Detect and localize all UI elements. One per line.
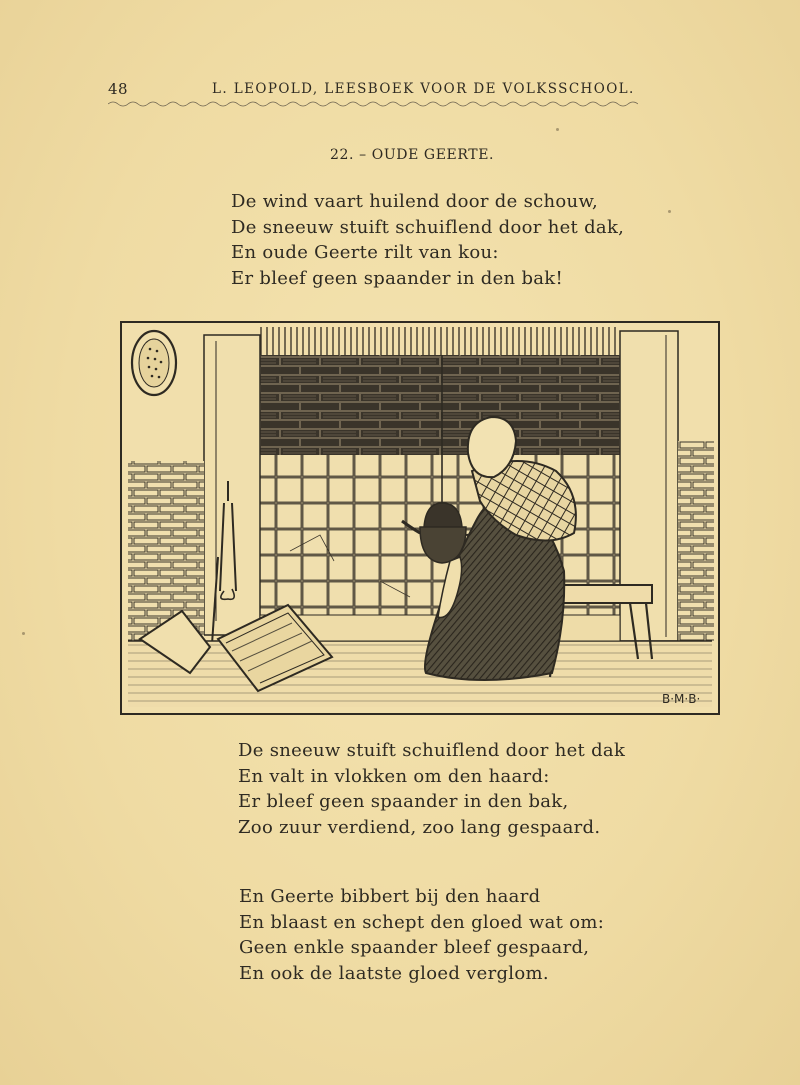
poem-line: De wind vaart huilend door de schouw, (231, 191, 599, 212)
header-rule (108, 99, 638, 109)
stanza-2 (238, 738, 625, 840)
illustration-signature: B·M·B· (662, 692, 701, 706)
stanza-3 (239, 884, 604, 986)
poem-line: De sneeuw stuift schuiflend door het dak (238, 740, 626, 761)
stanza-1 (231, 189, 624, 291)
poem-line: De sneeuw stuift schuiflend door het dak, (231, 216, 625, 238)
hearth-illustration (120, 321, 720, 715)
paper-speck (556, 128, 559, 131)
poem-line: En ook de laatste gloed verglom. (239, 962, 549, 984)
poem-line: Er bleef geen spaander in den bak! (231, 267, 564, 289)
poem-line: Er bleef geen spaander in den bak, (238, 791, 569, 812)
paper-speck (668, 210, 671, 213)
paper-speck (22, 632, 25, 635)
poem-title: 22. – OUDE GEERTE. (330, 147, 495, 163)
poem-line: Geen enkle spaander bleef gespaard, (239, 937, 590, 958)
poem-line: En Geerte bibbert bij den haard (239, 886, 541, 907)
page-number: 48 (108, 80, 129, 98)
running-head: L. LEOPOLD, LEESBOEK VOOR DE VOLKSSCHOOL. (212, 81, 635, 97)
poem-line: En blaast en schept den gloed wat om: (239, 911, 605, 933)
poem-line: Zoo zuur verdiend, zoo lang gespaard. (238, 816, 601, 838)
poem-line: En valt in vlokken om den haard: (238, 765, 550, 787)
poem-line: En oude Geerte rilt van kou: (231, 242, 499, 263)
